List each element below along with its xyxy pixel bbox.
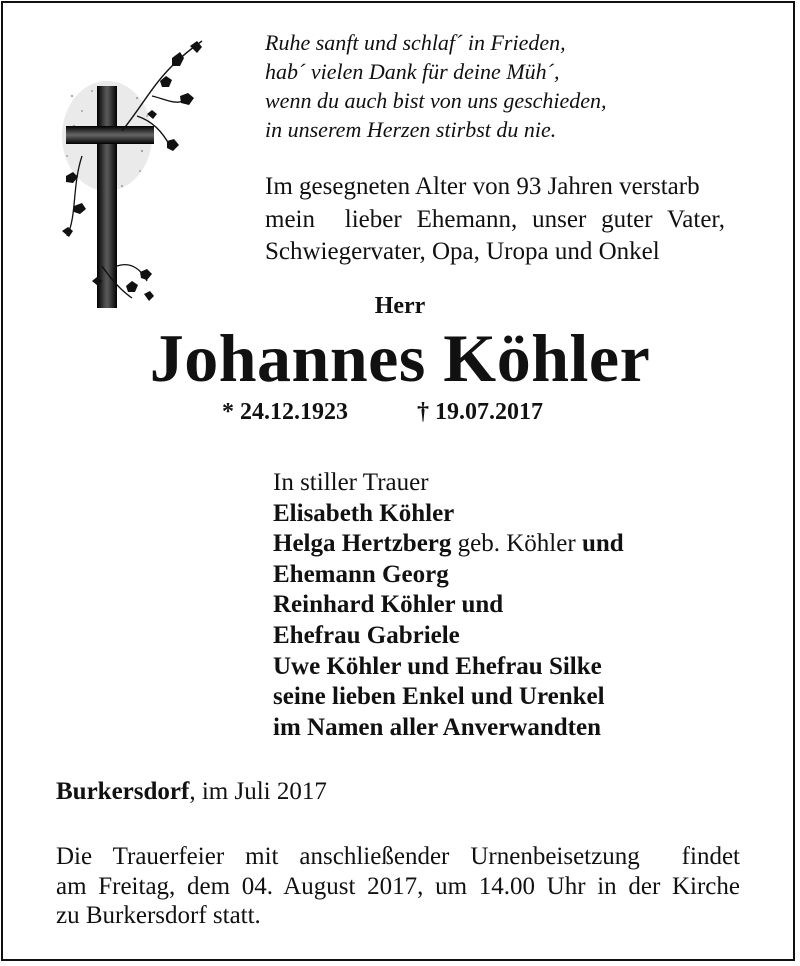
mourner-line: Ehefrau Gabriele	[273, 621, 460, 649]
mourning-heading: In stiller Trauer	[273, 469, 429, 496]
mourner-line	[273, 529, 624, 560]
ceremony-line: am Freitag, dem 04. August 2017, um 14.00 Uhr in der Kirche	[56, 872, 740, 900]
mourner-line: Ehemann Georg	[273, 560, 449, 588]
poem-line: hab´ vielen Dank für deine Müh´,	[265, 59, 560, 84]
mourner-line: Uwe Köhler und Ehefrau Silke	[273, 652, 602, 680]
death-date: † 19.07.2017	[417, 399, 543, 425]
birth-date: * 24.12.1923	[222, 399, 348, 425]
mourner-conjunction: und	[581, 530, 624, 558]
ceremony-line: Die Trauerfeier mit anschließender Urnenbeisetzung findet	[56, 843, 740, 870]
date-text: , im Juli 2017	[189, 778, 327, 805]
intro-line: Schwiegervater, Opa, Uropa und Onkel	[265, 238, 660, 265]
salutation: Herr	[374, 293, 426, 319]
mourners-list	[273, 468, 624, 743]
memorial-poem	[265, 28, 607, 144]
poem-line: wenn du auch bist von uns geschieden,	[265, 88, 607, 113]
intro-line: Im gesegneten Alter von 93 Jahren verstarb	[265, 173, 700, 200]
cross-with-ivy-icon	[52, 36, 212, 316]
mourner-line: seine lieben Enkel und Urenkel	[273, 683, 605, 711]
poem-line: in unserem Herzen stirbst du nie.	[265, 117, 557, 142]
intro-line: mein lieber Ehemann, unser guter Vater,	[265, 205, 725, 233]
mourner-line: Reinhard Köhler und	[273, 591, 504, 619]
deceased-name: Johannes Köhler	[149, 320, 651, 396]
funeral-info	[56, 842, 740, 931]
mourner-line: im Namen aller Anverwandten	[273, 713, 601, 741]
place-date	[56, 778, 327, 806]
place-name: Burkersdorf	[56, 778, 190, 805]
ceremony-line: zu Burkersdorf statt.	[56, 902, 261, 929]
mourner-line: Elisabeth Köhler	[273, 499, 455, 527]
death-announcement-text	[265, 171, 725, 269]
mourner-note: geb. Köhler	[451, 530, 582, 558]
poem-line: Ruhe sanft und schlaf´ in Frieden,	[265, 30, 566, 55]
mourner-name: Helga Hertzberg	[273, 530, 452, 558]
